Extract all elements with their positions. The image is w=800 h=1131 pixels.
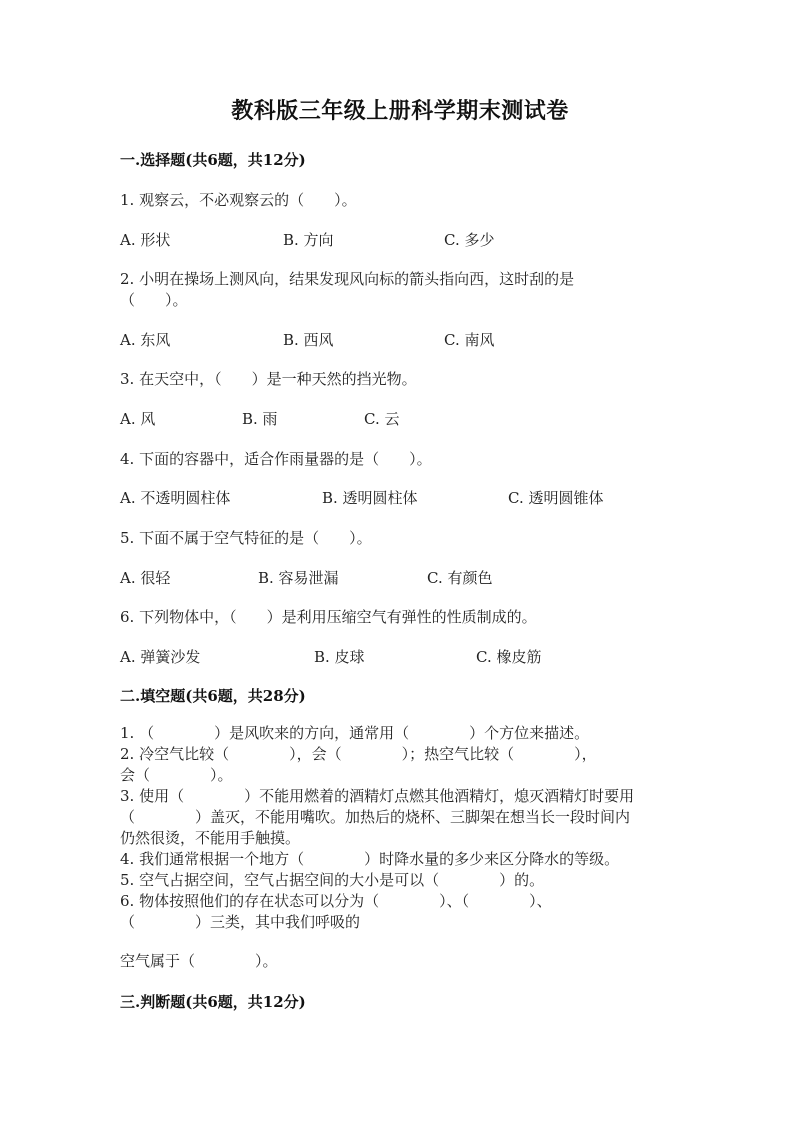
q3-option-c: C. 云 <box>364 410 400 428</box>
question-6: 6. 下列物体中，（ ）是利用压缩空气有弹性的性质制成的。 <box>120 608 537 626</box>
question-2: 2. 小明在操场上测风向，结果发现风向标的箭头指向西，这时刮的是 <box>120 270 575 288</box>
q5-option-a: A. 很轻 <box>120 569 171 587</box>
fill-line-11: 空气属于（ ）。 <box>120 952 278 970</box>
question-2-cont: （ ）。 <box>120 291 188 309</box>
q2-option-b: B. 西风 <box>283 331 334 349</box>
q2-option-c: C. 南风 <box>444 331 495 349</box>
fill-line-8: 5. 空气占据空间，空气占据空间的大小是可以（ ）的。 <box>120 871 545 889</box>
fill-line-3: 会（ ）。 <box>120 766 233 784</box>
q6-option-a: A. 弹簧沙发 <box>120 648 201 666</box>
fill-line-2: 2. 冷空气比较（ ），会（ ）；热空气比较（ ）， <box>120 745 597 763</box>
q2-option-a: A. 东风 <box>120 331 171 349</box>
fill-line-4: 3. 使用（ ）不能用燃着的酒精灯点燃其他酒精灯，熄灭酒精灯时要用 <box>120 787 635 805</box>
q3-option-b: B. 雨 <box>242 410 278 428</box>
fill-line-6: 仍然很烫，不能用手触摸。 <box>120 829 301 847</box>
page-title: 教科版三年级上册科学期末测试卷 <box>231 98 569 124</box>
q5-option-b: B. 容易泄漏 <box>258 569 339 587</box>
q4-option-b: B. 透明圆柱体 <box>322 489 418 507</box>
section-heading-choice: 一.选择题(共6题，共12分) <box>120 151 306 169</box>
q4-option-a: A. 不透明圆柱体 <box>120 489 231 507</box>
fill-line-10: （ ）三类，其中我们呼吸的 <box>120 913 361 931</box>
q1-option-c: C. 多少 <box>444 231 495 249</box>
fill-line-9: 6. 物体按照他们的存在状态可以分为（ ）、（ ）、 <box>120 892 552 910</box>
question-1: 1. 观察云，不必观察云的（ ）。 <box>120 191 357 209</box>
question-4: 4. 下面的容器中，适合作雨量器的是（ ）。 <box>120 450 432 468</box>
q4-option-c: C. 透明圆锥体 <box>508 489 604 507</box>
question-5: 5. 下面不属于空气特征的是（ ）。 <box>120 529 372 547</box>
question-3: 3. 在天空中，（ ）是一种天然的挡光物。 <box>120 370 417 388</box>
q1-option-a: A. 形状 <box>120 231 171 249</box>
q6-option-c: C. 橡皮筋 <box>476 648 542 666</box>
fill-line-1: 1. （ ）是风吹来的方向，通常用（ ）个方位来描述。 <box>120 724 590 742</box>
q3-option-a: A. 风 <box>120 410 156 428</box>
section-heading-fill: 二.填空题(共6题，共28分) <box>120 687 306 705</box>
q6-option-b: B. 皮球 <box>314 648 365 666</box>
q5-option-c: C. 有颜色 <box>427 569 493 587</box>
section-heading-judge: 三.判断题(共6题，共12分) <box>120 993 306 1011</box>
q1-option-b: B. 方向 <box>283 231 334 249</box>
fill-line-5: （ ）盖灭，不能用嘴吹。加热后的烧杯、三脚架在想当长一段时间内 <box>120 808 631 826</box>
fill-line-7: 4. 我们通常根据一个地方（ ）时降水量的多少来区分降水的等级。 <box>120 850 620 868</box>
